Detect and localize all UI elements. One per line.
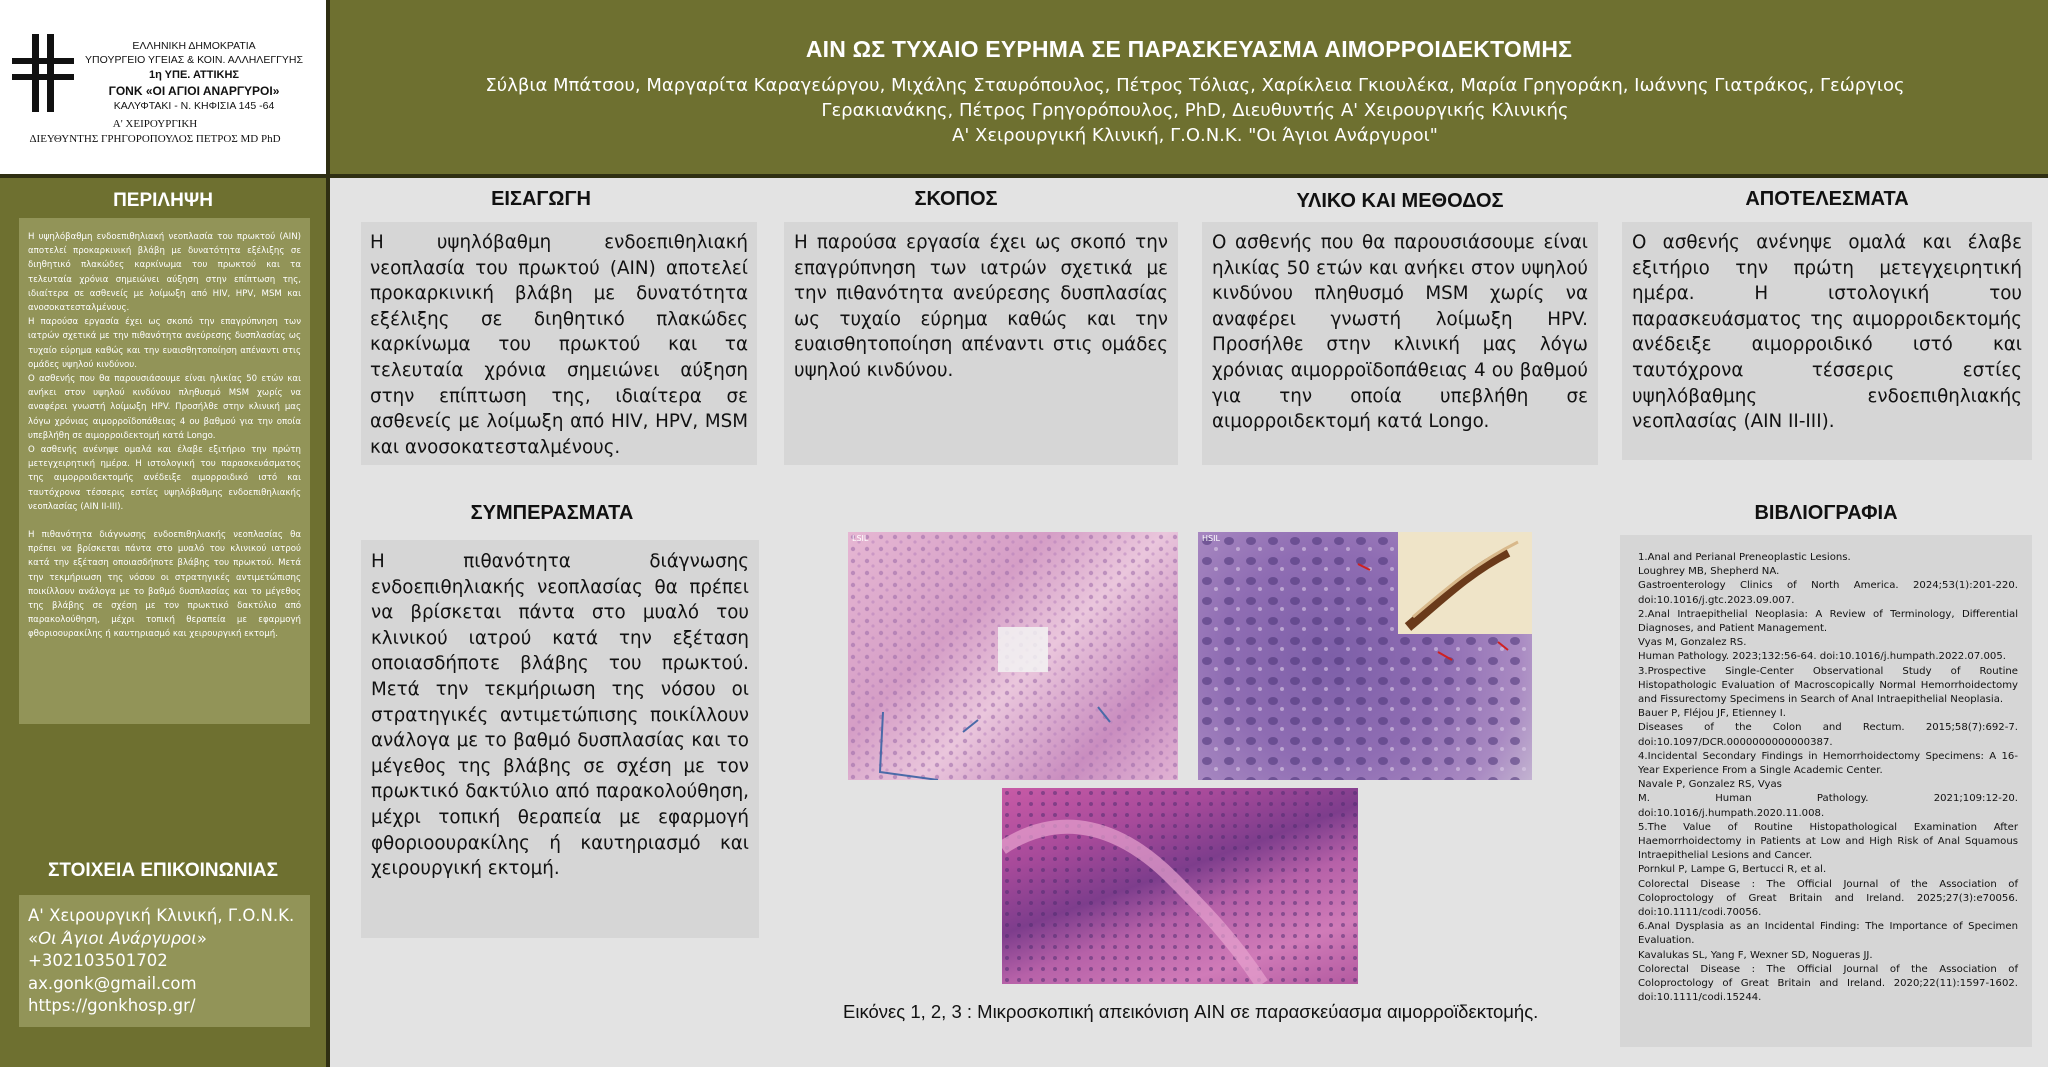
reference-line: Colorectal Disease : The Official Journal of the Association of Coloproctology of Great Britain and Ireland. 2020;22(11):1597-1602. doi:10.1111/codi.15244. bbox=[1638, 963, 2018, 1004]
reference-line: Kavalukas SL, Yang F, Wexner SD, Nogueras JJ. bbox=[1638, 949, 1873, 961]
authors-block bbox=[420, 73, 1970, 148]
methods-heading: ΥΛΙΚΟ ΚΑΙ ΜΕΘΟΔΟΣ bbox=[1296, 190, 1504, 212]
reference-line: 1.Anal and Perianal Preneoplastic Lesions. bbox=[1638, 552, 1851, 563]
authors-line-2: Γερακιανάκης, Πέτρος Γρηγορόπουλος, PhD, Διευθυντής Α' Χειρουργικής Κλινικής bbox=[821, 100, 1569, 121]
contact-hospital: «Οι Άγιοι Ανάργυροι» bbox=[28, 928, 207, 948]
summary-paragraph: Η παρούσα εργασία έχει ως σκοπό την επαγρύπνηση των ιατρών σχετικά με την πιθανότητα ανεύρεσης δυσπλασίας ως τυχαίο εύρημα καθώς και την ευαισθητοποίηση απέναντι στις ομάδες υψηλού κινδύνου. bbox=[28, 317, 301, 370]
contact-heading: ΣΤΟΙΧΕΙΑ ΕΠΙΚΟΙΝΩΝΙΑΣ bbox=[47, 860, 278, 881]
aim-heading: ΣΚΟΠΟΣ bbox=[914, 188, 998, 210]
histology-hsil-texture bbox=[1198, 532, 1532, 780]
image-label-lsil: LSIL bbox=[852, 534, 869, 543]
methods-box bbox=[1202, 222, 1598, 465]
reference-line: Colorectal Disease : The Official Journal of the Association of Coloproctology of Great Britain and Ireland. 2025;27(3):e70056. doi:10.1111/codi.70056. bbox=[1638, 878, 2018, 919]
reference-line: 2.Anal Intraepithelial Neoplasia: A Review of Terminology, Differential Diagnoses, and Patient Management. bbox=[1638, 608, 2018, 635]
conclusions-heading: ΣΥΜΠΕΡΑΣΜΑΤΑ bbox=[470, 502, 634, 524]
affiliation: Α' Χειρουργική Κλινική, Γ.Ο.Ν.Κ. "Οι Άγιοι Ανάργυροι" bbox=[952, 125, 1438, 146]
logo-line-2: ΥΠΟΥΡΓΕΙΟ ΥΓΕΙΑΣ & ΚΟΙΝ. ΑΛΛΗΛΕΓΓΥΗΣ bbox=[85, 54, 303, 66]
histology-image-hsil bbox=[1198, 532, 1532, 780]
logo-line-5: ΚΑΛΥΦΤΑΚΙ - Ν. ΚΗΦΙΣΙΑ 145 -64 bbox=[113, 100, 275, 112]
logo-line-7: ΔΙΕΥΘΥΝΤΗΣ ΓΡΗΓΟΡΟΠΟΥΛΟΣ ΠΕΤΡΟΣ MD PhD bbox=[29, 133, 281, 145]
logo-line-4: ΓΟΝΚ «ΟΙ ΑΓΙΟΙ ΑΝΑΡΓΥΡΟΙ» bbox=[108, 84, 280, 98]
summary-paragraph: Η υψηλόβαθμη ενδοεπιθηλιακή νεοπλασία του πρωκτού (AIN) αποτελεί προκαρκινική βλάβη με δυνατότητα εξέλιξης σε διηθητικό πλακώδες καρκίνωμα του πρωκτού και τα τελευταία χρόνια σημειώνει αύξηση στην επίπτωση της, ιδιαίτερα σε ασθενείς με λοίμωξη από HIV, HPV, MSM και ανοσοκατεσταλμένους. bbox=[28, 232, 301, 314]
logo-panel bbox=[0, 0, 326, 176]
contact-hospital-name: Οι Άγιοι Ανάργυροι bbox=[38, 928, 197, 948]
intro-box bbox=[361, 222, 757, 465]
contact-phone: +302103501702 bbox=[28, 951, 168, 970]
reference-line: Navale P, Gonzalez RS, Vyas bbox=[1638, 779, 1782, 791]
references-box bbox=[1620, 535, 2032, 1047]
references-heading: ΒΙΒΛΙΟΓΡΑΦΙΑ bbox=[1754, 502, 1898, 524]
authors-line-1: Σύλβια Μπάτσου, Μαργαρίτα Καραγεώργου, Μιχάλης Σταυρόπουλος, Πέτρος Τόλιας, Χαρίκλεια Γκιουλέκα, Μαρία Γρηγοράκη, Ιωάννης Γιατράκος, Γεώργιος bbox=[485, 75, 1905, 96]
reference-line: 5.The Value of Routine Histopathological Examination After Haemorrhoidectomy in Patients at Low and High Risk of Anal Squamous Intraepithelial Lesions and Cancer. bbox=[1638, 821, 2018, 862]
contact-clinic: Α' Χειρουργική Κλινική, Γ.Ο.Ν.Κ. bbox=[28, 906, 295, 925]
cross-emblem-icon bbox=[12, 34, 74, 112]
image-label-hsil: HSIL bbox=[1202, 534, 1220, 543]
aim-box bbox=[784, 222, 1178, 465]
reference-line: Human Pathology. 2023;132:56-64. doi:10.1016/j.humpath.2022.07.005. bbox=[1638, 651, 2006, 663]
reference-line: M. Human Pathology. 2021;109:12-20. doi:10.1016/j.humpath.2020.11.008. bbox=[1638, 793, 2018, 819]
histology-3-texture bbox=[1002, 788, 1358, 984]
intro-text: Η υψηλόβαθμη ενδοεπιθηλιακή νεοπλασία του πρωκτού (AIN) αποτελεί προκαρκινική βλάβη με δυνατότητα εξέλιξης σε διηθητικό πλακώδες καρκίνωμα του πρωκτού και τα τελευταία χρόνια σημειώνει αύξηση στην επίπτωση της, ιδιαίτερα σε ασθενείς με λοίμωξη από HIV, HPV, MSM και ανοσοκατεσταλμένους. bbox=[370, 232, 748, 458]
logo-line-1: ΕΛΛΗΝΙΚΗ ΔΗΜΟΚΡΑΤΙΑ bbox=[132, 40, 256, 52]
results-text: Ο ασθενής ανένηψε ομαλά και έλαβε εξιτήριο την πρώτη μετεγχειρητική ημέρα. Η ιστολογική του παρασκευάσματος της αιμορροιδεκτομής ανέδειξε αιμορροιδικό ιστό και ταυτόχρονα τέσσερις εστίες υψηλόβαθμης ενδοεπιθηλιακής νεοπλασίας (AIN II-III). bbox=[1632, 232, 2022, 433]
reference-line: 3.Prospective Single-Center Observational Study of Routine Histopathologic Evaluation of Macroscopically Normal Hemorrhoidectomy and Fissurectomy Specimens in Search of Anal Intraepithelial Neoplasia. bbox=[1638, 665, 2018, 706]
poster-title: ΑΙΝ ΩΣ ΤΥΧΑΙΟ ΕΥΡΗΜΑ ΣΕ ΠΑΡΑΣΚΕΥΑΣΜΑ ΑΙΜΟΡΡΟΙΔΕΚΤΟΜΗΣ bbox=[805, 36, 1573, 62]
conclusions-box bbox=[361, 540, 759, 938]
reference-line: Gastroenterology Clinics of North America. 2024;53(1):201-220. doi:10.1016/j.gtc.2023.09.007. bbox=[1638, 580, 2018, 606]
reference-line: Diseases of the Colon and Rectum. 2015;58(7):692-7. doi:10.1097/DCR.0000000000000387. bbox=[1638, 722, 2018, 748]
conclusions-text: Η πιθανότητα διάγνωσης ενδοεπιθηλιακής νεοπλασίας θα πρέπει να βρίσκεται πάντα στο μυαλό του κλινικού ιατρού κατά την εξέταση οποιασδήποτε βλάβης του πρωκτού. Μετά την τεκμήριωση της νόσου οι στρατηγικές αντιμετώπισης ποικίλλουν ανάλογα με το βαθμό δυσπλασίας και το μέγεθος της βλάβης σε σχέση με τον πρωκτικό δακτύλιο από παρακολούθηση, μέχρι τοπική θεραπεία με εφαρμογή φθοριοουρακίλης ή καυτηριασμό και χειρουργική εκτομή. bbox=[371, 551, 749, 880]
histology-lsil-texture bbox=[848, 532, 1178, 780]
summary-paragraph: Η πιθανότητα διάγνωσης ενδοεπιθηλιακής νεοπλασίας θα πρέπει να βρίσκεται πάντα στο μυαλό του κλινικού ιατρού κατά την εξέταση οποιασδήποτε βλάβης του πρωκτού. Μετά την τεκμήριωση της νόσου οι στρατηγικές αντιμετώπισης ποικίλλουν ανάλογα με το βαθμό δυσπλασίας και το μέγεθος της βλάβης σε σχέση με τον πρωκτικό δακτύλιο από παρακολούθηση, μέχρι τοπική θεραπεία με εφαρμογή φθοριοουρακίλης ή καυτηριασμό και χειρουργική εκτομή. bbox=[28, 530, 301, 640]
reference-line: Vyas M, Gonzalez RS. bbox=[1638, 637, 1747, 649]
histology-image-3 bbox=[1002, 788, 1358, 984]
reference-line: 6.Anal Dysplasia as an Incidental Finding: The Importance of Specimen Evaluation. bbox=[1638, 921, 2018, 947]
reference-line: 4.Incidental Secondary Findings in Hemorrhoidectomy Specimens: A 16-Year Experience From a Single Academic Center. bbox=[1638, 750, 2018, 777]
reference-line: Pornkul P, Lampe G, Bertucci R, et al. bbox=[1638, 864, 1827, 876]
contact-website[interactable]: https://gonkhosp.gr/ bbox=[28, 996, 196, 1015]
results-box bbox=[1622, 222, 2032, 460]
logo-line-3: 1η ΥΠΕ. ΑΤΤΙΚΗΣ bbox=[148, 69, 240, 81]
logo-line-6: Α' ΧΕΙΡΟΥΡΓΙΚΗ bbox=[112, 118, 198, 130]
histology-image-lsil bbox=[848, 532, 1178, 780]
summary-box bbox=[19, 218, 310, 724]
summary-heading: ΠΕΡΙΛΗΨΗ bbox=[113, 190, 213, 211]
results-heading: ΑΠΟΤΕΛΕΣΜΑΤΑ bbox=[1745, 188, 1909, 210]
reference-line: Bauer P, Fléjou JF, Etienney I. bbox=[1638, 708, 1786, 720]
methods-text: Ο ασθενής που θα παρουσιάσουμε είναι ηλικίας 50 ετών και ανήκει στον υψηλού κινδύνου πληθυσμό MSM χωρίς να αναφέρει γνωστή λοίμωξη HPV. Προσήλθε στην κλινική μας λόγω χρόνιας αιμορροϊδοπάθειας 4 ου βαθμού για την οποία υπεβλήθη σε αιμορροιδεκτομή κατά Longo. bbox=[1212, 232, 1588, 433]
summary-paragraph: Ο ασθενής που θα παρουσιάσουμε είναι ηλικίας 50 ετών και ανήκει στον υψηλού κινδύνου πληθυσμό MSM χωρίς να αναφέρει γνωστή λοίμωξη HPV. Προσήλθε στην κλινική μας λόγω χρόνιας αιμορροϊδοπάθειας 4 ου βαθμού για την οποία υπεβλήθη σε αιμορροιδεκτομή κατά Longo. bbox=[28, 374, 301, 441]
contact-email[interactable]: ax.gonk@gmail.com bbox=[28, 973, 197, 993]
column-divider bbox=[326, 0, 330, 1067]
intro-heading: ΕΙΣΑΓΩΓΗ bbox=[491, 188, 591, 210]
reference-line: Loughrey MB, Shepherd NA. bbox=[1638, 566, 1780, 578]
summary-paragraph: Ο ασθενής ανένηψε ομαλά και έλαβε εξιτήριο την πρώτη μετεγχειρητική ημέρα. Η ιστολογική του παρασκευάσματος της αιμορροιδεκτομής ανέδειξε αιμορροιδικό ιστό και ταυτόχρονα τέσσερις εστίες υψηλόβαθμης ενδοεπιθηλιακής νεοπλασίας (AIN II-III). bbox=[28, 445, 301, 512]
figure-caption: Εικόνες 1, 2, 3 : Μικροσκοπική απεικόνιση AIN σε παρασκεύασμα αιμορροϊδεκτομής. bbox=[843, 1001, 1539, 1022]
aim-text: Η παρούσα εργασία έχει ως σκοπό την επαγρύπνηση των ιατρών σχετικά με την πιθανότητα ανεύρεσης δυσπλασίας ως τυχαίο εύρημα καθώς και την ευαισθητοποίηση απέναντι στις ομάδες υψηλού κινδύνου. bbox=[794, 232, 1168, 381]
header-divider bbox=[0, 174, 2048, 178]
contact-box bbox=[19, 895, 310, 1027]
